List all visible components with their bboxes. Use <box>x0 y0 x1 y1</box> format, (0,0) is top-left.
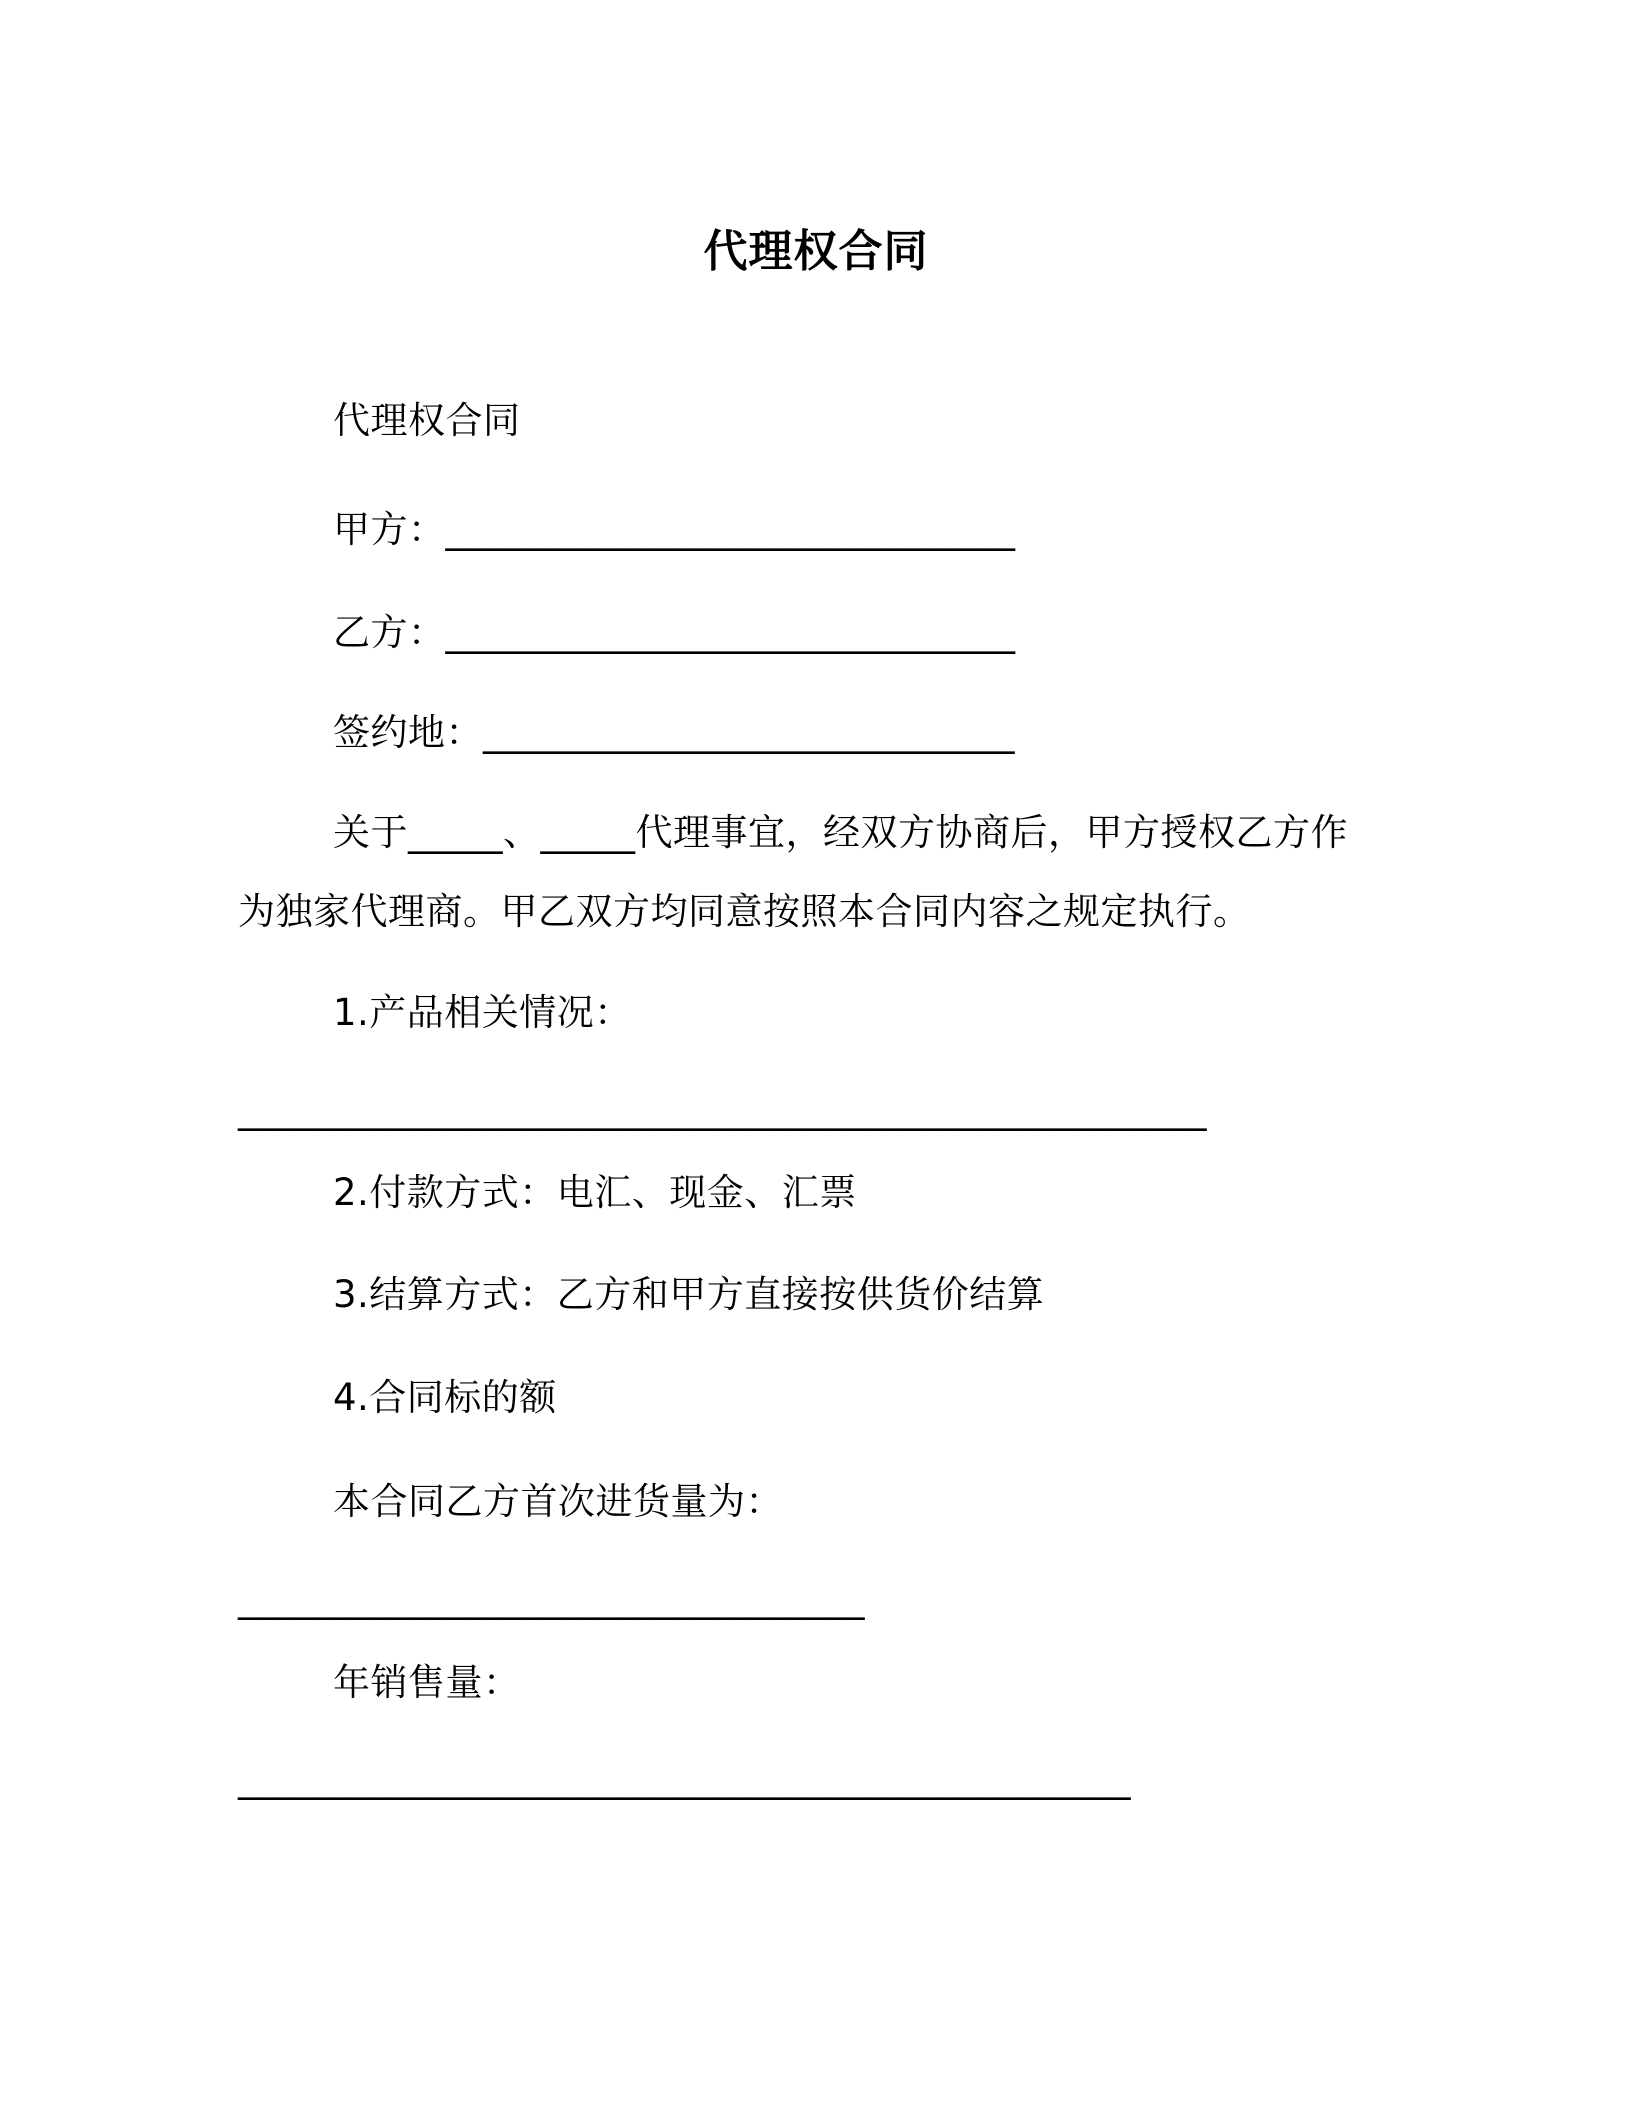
payment-method-line: 2.付款方式：电汇、现金、汇票 <box>333 1171 857 1214</box>
party-a-line: 甲方：______________________________ <box>333 508 1016 551</box>
settlement-method-line: 3.结算方式：乙方和甲方直接按供货价结算 <box>333 1273 1045 1316</box>
agency-paragraph-line-2: 为独家代理商。甲乙双方均同意按照本合同内容之规定执行。 <box>238 890 1251 933</box>
first-order-blank: _________________________________ <box>238 1577 865 1620</box>
product-info-label: 1.产品相关情况： <box>333 991 632 1034</box>
contract-heading: 代理权合同 <box>333 399 521 442</box>
contract-amount-heading: 4.合同标的额 <box>333 1376 557 1419</box>
product-info-blank: ___________________________________________________ <box>238 1088 1207 1131</box>
annual-sales-blank: _______________________________________________ <box>238 1757 1131 1800</box>
annual-sales-label: 年销售量： <box>333 1661 521 1704</box>
signing-place-line: 签约地：____________________________ <box>333 711 1015 754</box>
agency-paragraph-line-1: 关于_____、_____代理事宜，经双方协商后，甲方授权乙方作 <box>333 811 1348 854</box>
document-title: 代理权合同 <box>703 226 929 277</box>
first-order-label: 本合同乙方首次进货量为： <box>333 1480 783 1523</box>
party-b-line: 乙方：______________________________ <box>333 611 1016 654</box>
